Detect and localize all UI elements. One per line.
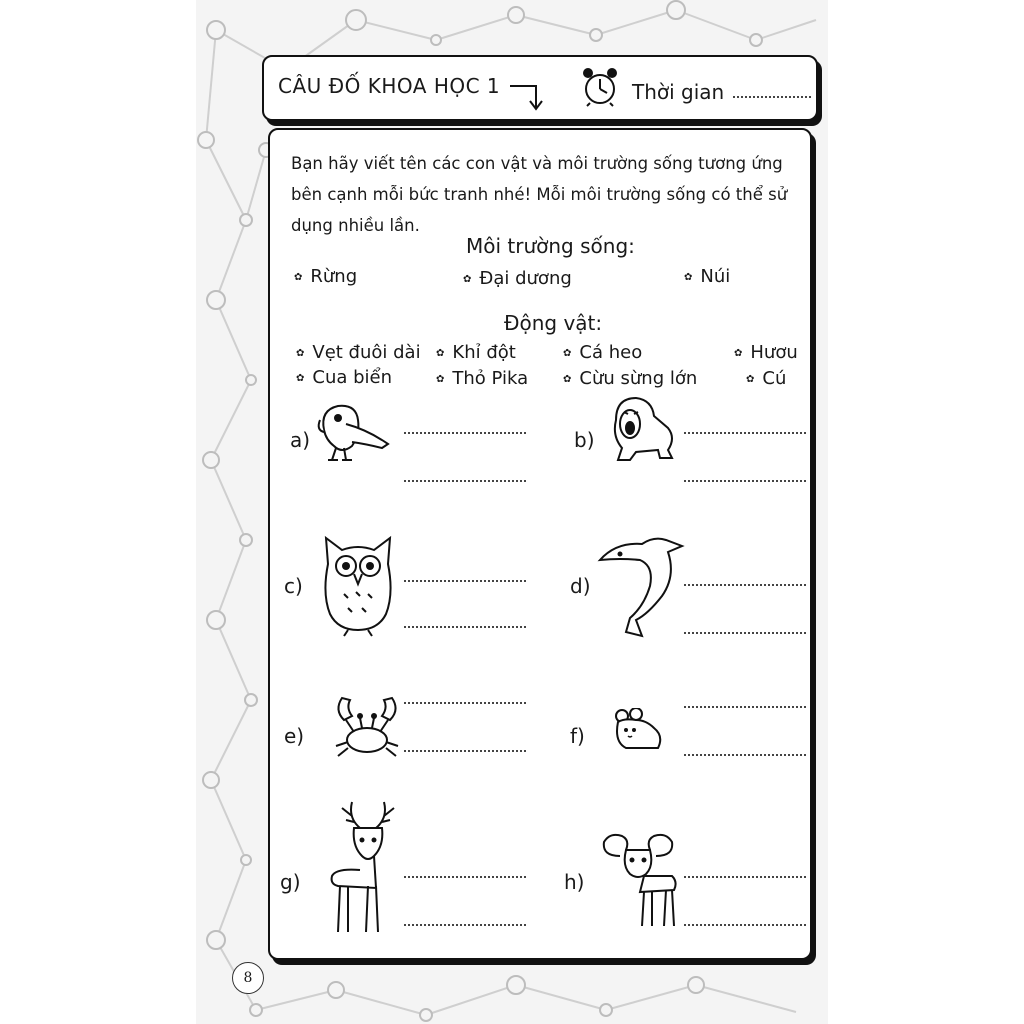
habitat-label: Núi (700, 266, 731, 287)
page-number: 8 (232, 962, 264, 994)
answer-line[interactable] (684, 924, 806, 926)
deer-picture (324, 798, 408, 938)
pika-picture (612, 708, 666, 752)
flower-bullet-icon: ✿ (463, 274, 472, 285)
animal-label: Vẹt đuôi dài (312, 342, 421, 363)
flower-bullet-icon: ✿ (563, 348, 572, 359)
answer-line[interactable] (684, 876, 806, 878)
animal-label: Thỏ Pika (452, 368, 529, 389)
time-answer-line[interactable] (733, 96, 811, 98)
answer-line[interactable] (404, 626, 526, 628)
habitat-option (294, 266, 357, 287)
animal-label: Cừu sừng lớn (579, 368, 698, 389)
answer-line[interactable] (404, 580, 526, 582)
answer-line[interactable] (404, 924, 526, 926)
habitat-label: Rừng (310, 266, 358, 287)
animals-heading: Động vật: (504, 311, 603, 335)
flower-bullet-icon: ✿ (746, 374, 755, 385)
animal-option (563, 368, 697, 389)
flower-bullet-icon: ✿ (296, 373, 305, 384)
alarm-clock-icon (580, 65, 620, 107)
flower-bullet-icon: ✿ (294, 272, 303, 283)
bighorn-sheep-picture (600, 832, 684, 930)
animal-option (563, 342, 642, 363)
flower-bullet-icon: ✿ (684, 272, 693, 283)
animal-option (296, 367, 392, 388)
gorilla-picture (608, 394, 680, 464)
owl-picture (322, 534, 394, 638)
dolphin-picture (596, 536, 686, 640)
animal-option (746, 368, 786, 389)
question-label: h) (564, 870, 585, 894)
habitats-heading: Môi trường sống: (466, 234, 635, 258)
flower-bullet-icon: ✿ (563, 374, 572, 385)
crab-picture (332, 696, 402, 762)
question-label: e) (284, 724, 305, 748)
answer-line[interactable] (404, 876, 526, 878)
question-label: a) (290, 428, 311, 452)
animal-label: Cú (762, 368, 787, 389)
question-label: b) (574, 428, 595, 452)
animal-label: Cá heo (579, 342, 643, 363)
answer-line[interactable] (684, 706, 806, 708)
page-title: CÂU ĐỐ KHOA HỌC 1 (278, 74, 501, 98)
answer-line[interactable] (684, 632, 806, 634)
arrow-down-icon (508, 82, 544, 112)
time-label: Thời gian (632, 80, 725, 104)
question-label: g) (280, 870, 301, 894)
question-label: d) (570, 574, 591, 598)
animal-label: Cua biển (312, 367, 393, 388)
instructions-text: Bạn hãy viết tên các con vật và môi trường sống tương ứng bên cạnh mỗi bức tranh nhé! Mỗi môi trường sống có thể sử dụng nhiều lần. (291, 154, 788, 235)
parrot-picture (316, 400, 392, 464)
animal-label: Khỉ đột (452, 342, 516, 363)
habitat-option (684, 266, 730, 287)
habitat-label: Đại dương (479, 268, 572, 289)
flower-bullet-icon: ✿ (436, 348, 445, 359)
animal-option (734, 342, 798, 363)
answer-line[interactable] (684, 432, 806, 434)
animal-option (296, 342, 421, 363)
answer-line[interactable] (404, 432, 526, 434)
answer-line[interactable] (684, 584, 806, 586)
animal-option (436, 342, 516, 363)
flower-bullet-icon: ✿ (296, 348, 305, 359)
answer-line[interactable] (404, 702, 526, 704)
question-label: c) (284, 574, 303, 598)
animal-option (436, 368, 528, 389)
animal-label: Hươu (750, 342, 798, 363)
habitat-option (463, 268, 572, 289)
answer-line[interactable] (404, 750, 526, 752)
answer-line[interactable] (684, 480, 806, 482)
answer-line[interactable] (404, 480, 526, 482)
answer-line[interactable] (684, 754, 806, 756)
flower-bullet-icon: ✿ (734, 348, 743, 359)
flower-bullet-icon: ✿ (436, 374, 445, 385)
question-label: f) (570, 724, 585, 748)
